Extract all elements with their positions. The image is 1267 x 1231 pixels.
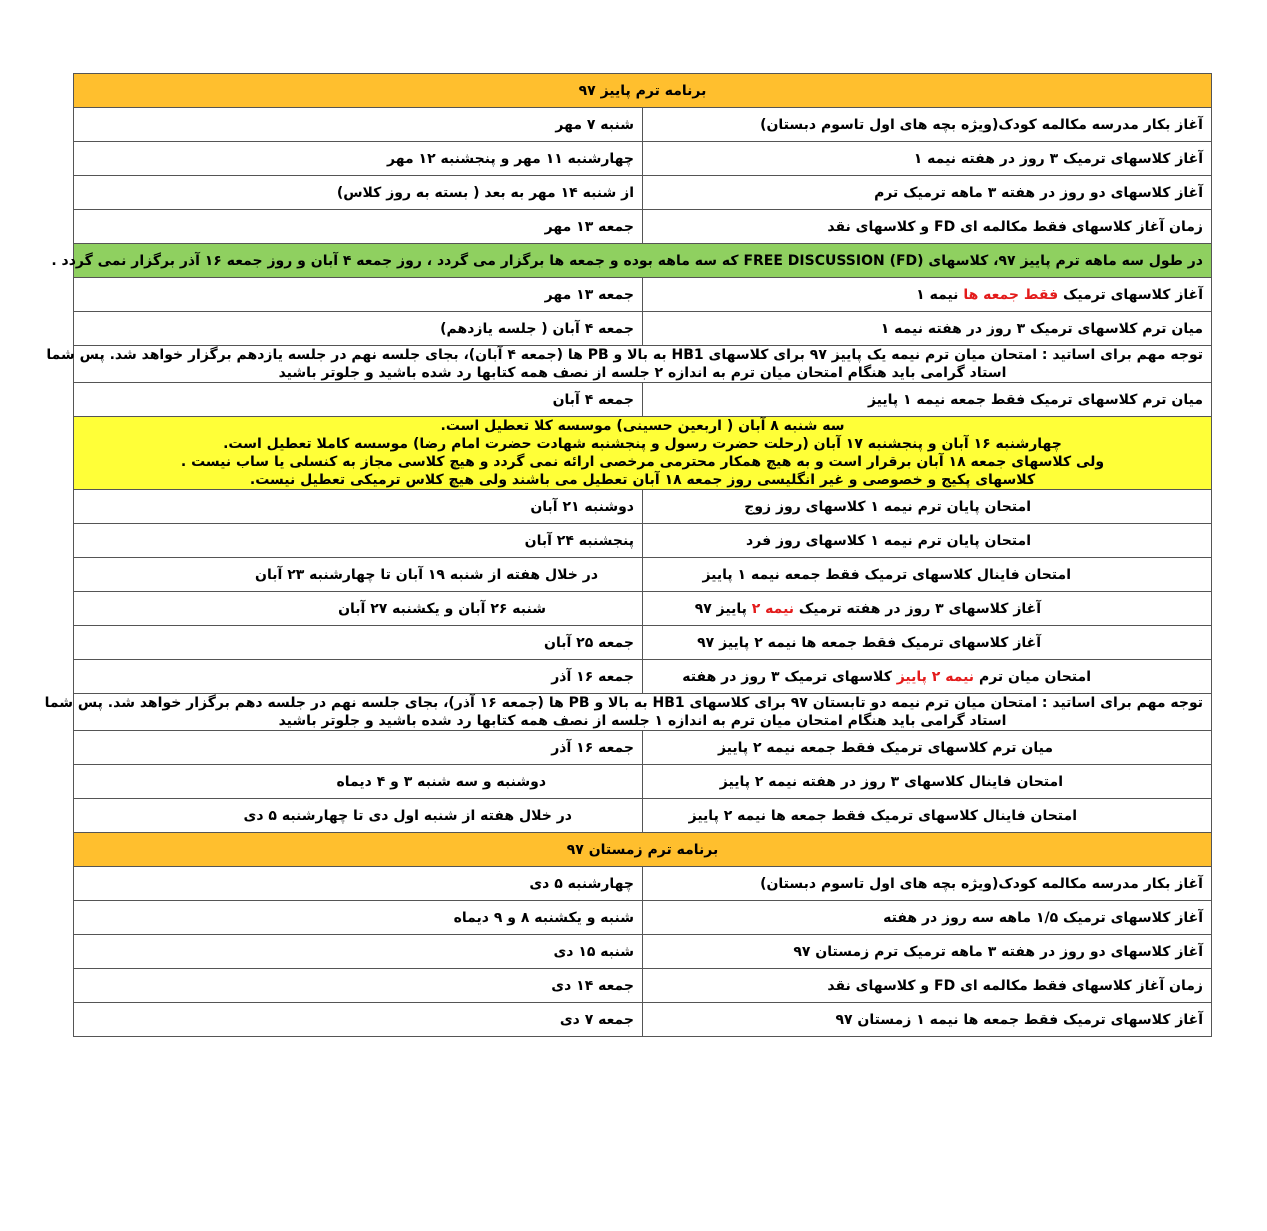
row-value: جمعه ۱۳ مهر	[74, 278, 643, 312]
table-row	[74, 312, 1212, 346]
row-value: دوشنبه ۲۱ آبان	[74, 490, 643, 524]
table-row	[74, 592, 1212, 626]
row-label: آغاز بکار مدرسه مکالمه کودک(ویژه بچه های اول تاسوم دبستان)	[643, 108, 1212, 142]
table-row	[74, 558, 1212, 592]
row-value: جمعه ۴ آبان	[74, 383, 643, 417]
table-row	[74, 765, 1212, 799]
row-value: جمعه ۱۶ آذر	[74, 660, 643, 694]
table-row	[74, 867, 1212, 901]
notice-text: توجه مهم برای اساتید : امتحان میان ترم نیمه یک پاییز ۹۷ برای کلاسهای HB1 به بالا و PB ها (جمعه ۴ آبان)، بجای جلسه نهم در جلسه یازدهم برگزار خواهد شد. پس شما استاد گرامی باید هنگام امتحان میان ترم به اندازه ۲ جلسه از نصف همه کتابها رد شده باشید و جلوتر باشید	[74, 346, 1212, 383]
row-label: امتحان میان ترم نیمه ۲ پاییز کلاسهای ترمیک ۳ روز در هفته	[643, 660, 1212, 694]
row-label: امتحان پایان ترم نیمه ۱ کلاسهای روز زوج	[643, 490, 1212, 524]
row-label: آغاز کلاسهای ترمیک فقط جمعه ها نیمه ۲ پاییز ۹۷	[643, 626, 1212, 660]
table-row	[74, 383, 1212, 417]
row-label: امتحان پایان ترم نیمه ۱ کلاسهای روز فرد	[643, 524, 1212, 558]
row-label: میان ترم کلاسهای ترمیک ۳ روز در هفته نیمه ۱	[643, 312, 1212, 346]
table-row	[74, 901, 1212, 935]
row-label: زمان آغاز کلاسهای فقط مکالمه ای FD و کلاسهای نقد	[643, 210, 1212, 244]
row-value: از شنبه ۱۴ مهر به بعد ( بسته به روز کلاس)	[74, 176, 643, 210]
table-row	[74, 210, 1212, 244]
row-value: دوشنبه و سه شنبه ۳ و ۴ دیماه	[74, 765, 643, 799]
table-row	[74, 799, 1212, 833]
row-label: آغاز کلاسهای دو روز در هفته ۳ ماهه ترمیک ترم	[643, 176, 1212, 210]
row-value: شنبه ۷ مهر	[74, 108, 643, 142]
table-row	[74, 626, 1212, 660]
green-note-row	[74, 244, 1212, 278]
row-value: در خلال هفته از شنبه اول دی تا چهارشنبه ۵ دی	[74, 799, 643, 833]
table-row	[74, 524, 1212, 558]
schedule-table	[44, 73, 1212, 1037]
table-row	[74, 660, 1212, 694]
row-label: آغاز کلاسهای دو روز در هفته ۳ ماهه ترمیک ترم زمستان ۹۷	[643, 935, 1212, 969]
row-label: آغاز کلاسهای ترمیک فقط جمعه ها نیمه ۱	[643, 278, 1212, 312]
row-value: جمعه ۱۳ مهر	[74, 210, 643, 244]
holiday-notice: سه شنبه ۸ آبان ( اربعین حسینی) موسسه کلا تعطیل است. چهارشنبه ۱۶ آبان و پنجشنبه ۱۷ آبان (رحلت حضرت رسول و پنجشنبه شهادت حضرت امام رضا) موسسه کاملا تعطیل است. ولی کلاسهای جمعه ۱۸ آبان برقرار است و به هیچ همکار محترمی مرخصی ارائه نمی گردد و هیچ کلاسی مجاز به کنسلی یا ساب نیست . کلاسهای پکیج و خصوصی و غیر انگلیسی روز جمعه ۱۸ آبان تعطیل می باشند ولی هیچ کلاس ترمیکی تعطیل نیست.	[74, 417, 1212, 490]
table-row	[74, 969, 1212, 1003]
row-value: جمعه ۷ دی	[74, 1003, 643, 1037]
winter-title-row	[74, 833, 1212, 867]
notice-row	[74, 694, 1212, 731]
notice-row	[74, 346, 1212, 383]
row-value: جمعه ۱۴ دی	[74, 969, 643, 1003]
notice-text: توجه مهم برای اساتید : امتحان میان ترم نیمه دو تابستان ۹۷ برای کلاسهای HB1 به بالا و PB ها (جمعه ۱۶ آذر)، بجای جلسه نهم در جلسه دهم برگزار خواهد شد. پس شما استاد گرامی باید هنگام امتحان میان ترم به اندازه ۱ جلسه از نصف همه کتابها رد شده باشید و جلوتر باشید	[74, 694, 1212, 731]
fall-title: برنامه ترم پاییز ۹۷	[74, 74, 1212, 108]
row-label: میان ترم کلاسهای ترمیک فقط جمعه نیمه ۱ پاییز	[643, 383, 1212, 417]
winter-title: برنامه ترم زمستان ۹۷	[74, 833, 1212, 867]
table-row	[74, 731, 1212, 765]
row-label: آغاز بکار مدرسه مکالمه کودک(ویژه بچه های اول تاسوم دبستان)	[643, 867, 1212, 901]
row-value: در خلال هفته از شنبه ۱۹ آبان تا چهارشنبه ۲۳ آبان	[74, 558, 643, 592]
row-label: امتحان فاینال کلاسهای ترمیک فقط جمعه ها نیمه ۲ پاییز	[643, 799, 1212, 833]
row-value: شنبه ۲۶ آبان و یکشنبه ۲۷ آبان	[74, 592, 643, 626]
row-label: امتحان فاینال کلاسهای ۳ روز در هفته نیمه ۲ پاییز	[643, 765, 1212, 799]
row-value: شنبه ۱۵ دی	[74, 935, 643, 969]
row-label: زمان آغاز کلاسهای فقط مکالمه ای FD و کلاسهای نقد	[643, 969, 1212, 1003]
row-value: چهارشنبه ۱۱ مهر و پنجشنبه ۱۲ مهر	[74, 142, 643, 176]
row-label: آغاز کلاسهای ترمیک ۳ روز در هفته نیمه ۱	[643, 142, 1212, 176]
table-row	[74, 108, 1212, 142]
row-label: آغاز کلاسهای ترمیک فقط جمعه ها نیمه ۱ زمستان ۹۷	[643, 1003, 1212, 1037]
green-note: در طول سه ماهه ترم پاییز ۹۷، کلاسهای FREE DISCUSSION (FD) که سه ماهه بوده و جمعه ها برگزار می گردد ، روز جمعه ۴ آبان و روز جمعه ۱۶ آذر برگزار نمی گردد .	[74, 244, 1212, 278]
row-label: آغاز کلاسهای ۳ روز در هفته ترمیک نیمه ۲ پاییز ۹۷	[643, 592, 1212, 626]
table-row	[74, 490, 1212, 524]
row-value: پنجشنبه ۲۴ آبان	[74, 524, 643, 558]
row-value: جمعه ۲۵ آبان	[74, 626, 643, 660]
row-label: امتحان فاینال کلاسهای ترمیک فقط جمعه نیمه ۱ پاییز	[643, 558, 1212, 592]
row-label: میان ترم کلاسهای ترمیک فقط جمعه نیمه ۲ پاییز	[643, 731, 1212, 765]
table-row	[74, 1003, 1212, 1037]
holiday-notice-row	[74, 417, 1212, 490]
table-row	[74, 142, 1212, 176]
table-row	[74, 278, 1212, 312]
row-value: شنبه و یکشنبه ۸ و ۹ دیماه	[74, 901, 643, 935]
row-value: چهارشنبه ۵ دی	[74, 867, 643, 901]
row-value: جمعه ۴ آبان ( جلسه یازدهم)	[74, 312, 643, 346]
table-row	[74, 176, 1212, 210]
fall-title-row	[74, 74, 1212, 108]
row-label: آغاز کلاسهای ترمیک ۱/۵ ماهه سه روز در هفته	[643, 901, 1212, 935]
row-value: جمعه ۱۶ آذر	[74, 731, 643, 765]
table-row	[74, 935, 1212, 969]
